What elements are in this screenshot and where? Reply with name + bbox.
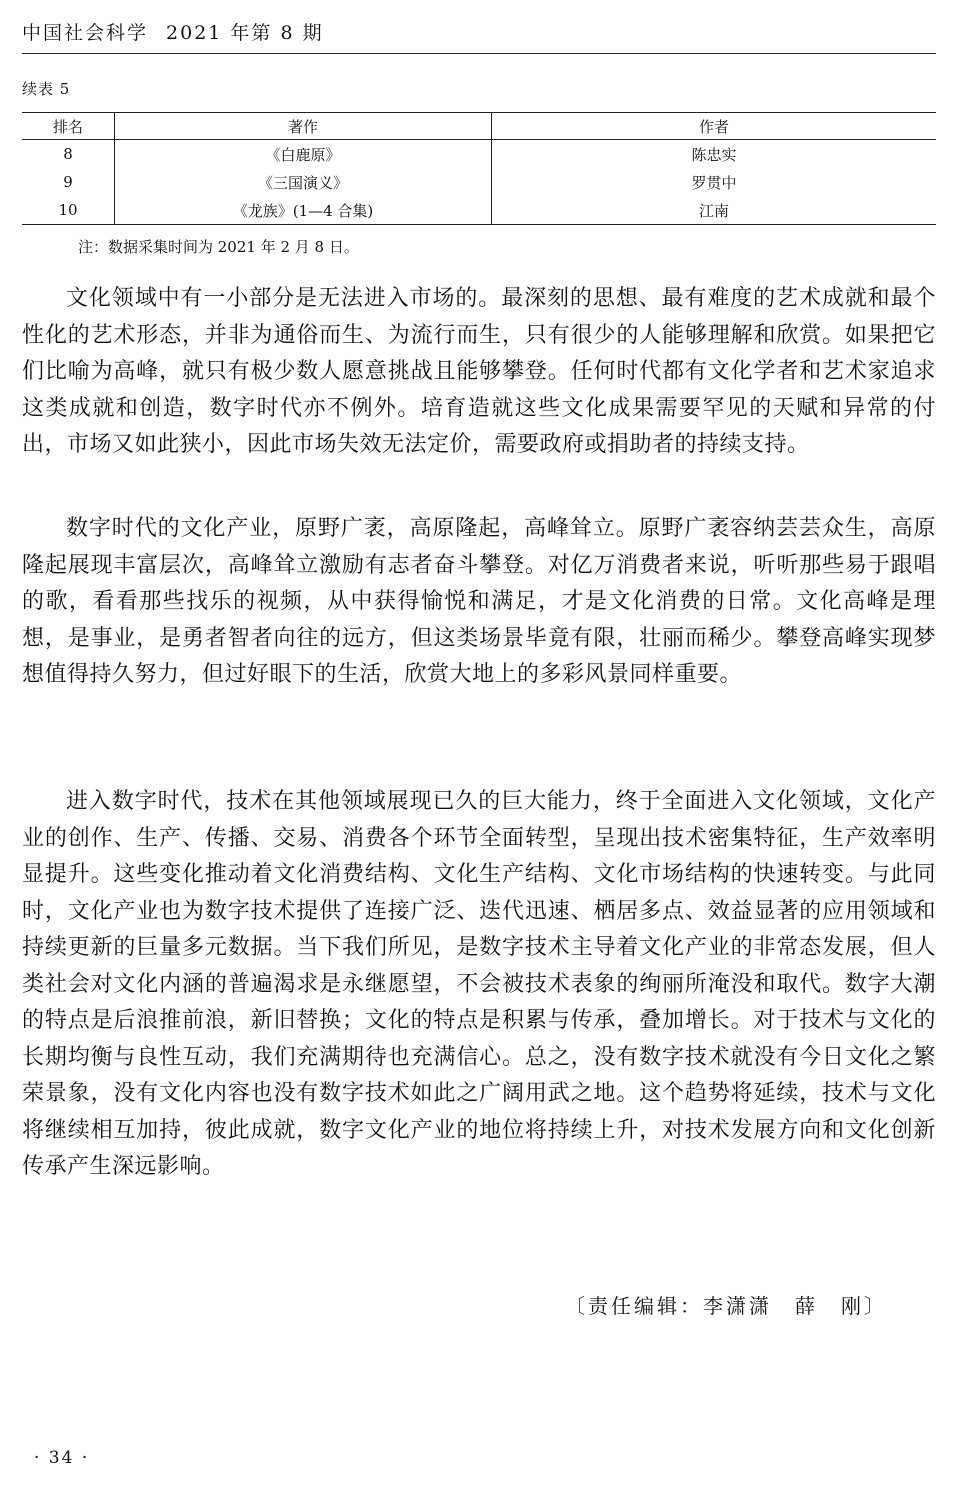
body-paragraph: 数字时代的文化产业，原野广袤，高原隆起，高峰耸立。原野广袤容纳芸芸众生，高原隆起展现丰富层次，高峰耸立激励有志者奋斗攀登。对亿万消费者来说，听听那些易于跟唱的歌，看看那些找乐的视频，从中获得愉悦和满足，才是文化消费的日常。文化高峰是理想，是事业，是勇者智者向往的远方，但这类场景毕竟有限，壮丽而稀少。攀登高峰实现梦想值得持久努力，但过好眼下的生活，欣赏大地上的多彩风景同样重要。 bbox=[22, 516, 936, 687]
header-rank: 排名 bbox=[22, 113, 115, 140]
table-header-row bbox=[22, 113, 936, 140]
table-row bbox=[22, 140, 936, 169]
table-row bbox=[22, 168, 936, 196]
cell-work: 《三国演义》 bbox=[115, 168, 492, 196]
cell-author: 陈忠实 bbox=[691, 145, 737, 164]
editor-credit: 〔责任编辑：李潇潇 薛 刚〕 bbox=[565, 1294, 887, 1318]
body-paragraph: 进入数字时代，技术在其他领域展现已久的巨大能力，终于全面进入文化领域，文化产业的创作、生产、传播、交易、消费各个环节全面转型，呈现出技术密集特征，生产效率明显提升。这些变化推动着文化消费结构、文化生产结构、文化市场结构的快速转变。与此同时，文化产业也为数字技术提供了连接广泛、迭代迅速、栖居多点、效益显著的应用领域和持续更新的巨量多元数据。当下我们所见，是数字技术主导着文化产业的非常态发展，但人类社会对文化内涵的普遍渴求是永继愿望，不会被技术表象的绚丽所淹没和取代。数字大潮的特点是后浪推前浪，新旧替换；文化的特点是积累与传承，叠加增长。对于技术与文化的长期均衡与良性互动，我们充满期待也充满信心。总之，没有数字技术就没有今日文化之繁荣景象，没有文化内容也没有数字技术如此之广阔用武之地。这个趋势将延续，技术与文化将继续相互加持，彼此成就，数字文化产业的地位将持续上升，对技术发展方向和文化创新传承产生深远影响。 bbox=[22, 789, 936, 1179]
cell-work: 《白鹿原》 bbox=[115, 140, 492, 169]
page-number: · 34 · bbox=[34, 1448, 90, 1468]
cell-author: 江南 bbox=[492, 196, 937, 225]
cell-rank: 8 bbox=[63, 145, 73, 163]
header-work: 著作 bbox=[115, 113, 492, 140]
body-paragraph: 文化领域中有一小部分是无法进入市场的。最深刻的思想、最有难度的艺术成就和最个性化的艺术形态，并非为通俗而生、为流行而生，只有很少的人能够理解和欣赏。如果把它们比喻为高峰，就只有极少数人愿意挑战且能够攀登。任何时代都有文化学者和艺术家追求这类成就和创造，数字时代亦不例外。培育造就这些文化成果需要罕见的天赋和异常的付出，市场又如此狭小，因此市场失效无法定价，需要政府或捐助者的持续支持。 bbox=[22, 286, 936, 457]
journal-title: 中国社会科学 bbox=[22, 22, 149, 44]
table-note: 注：数据采集时间为 2021 年 2 月 8 日。 bbox=[78, 238, 359, 256]
header-author: 作者 bbox=[492, 113, 937, 140]
cell-work: 《龙族》(1—4 合集) bbox=[115, 196, 492, 225]
issue-number: 2021 年第 8 期 bbox=[166, 22, 324, 44]
cell-rank: 10 bbox=[22, 196, 115, 225]
cell-rank: 9 bbox=[63, 173, 73, 191]
running-head bbox=[22, 18, 324, 45]
cell-author: 罗贯中 bbox=[691, 173, 737, 192]
table-caption: 续表 5 bbox=[22, 80, 71, 98]
header-rule bbox=[22, 53, 936, 54]
ranking-table bbox=[22, 112, 936, 225]
table-row bbox=[22, 196, 936, 225]
